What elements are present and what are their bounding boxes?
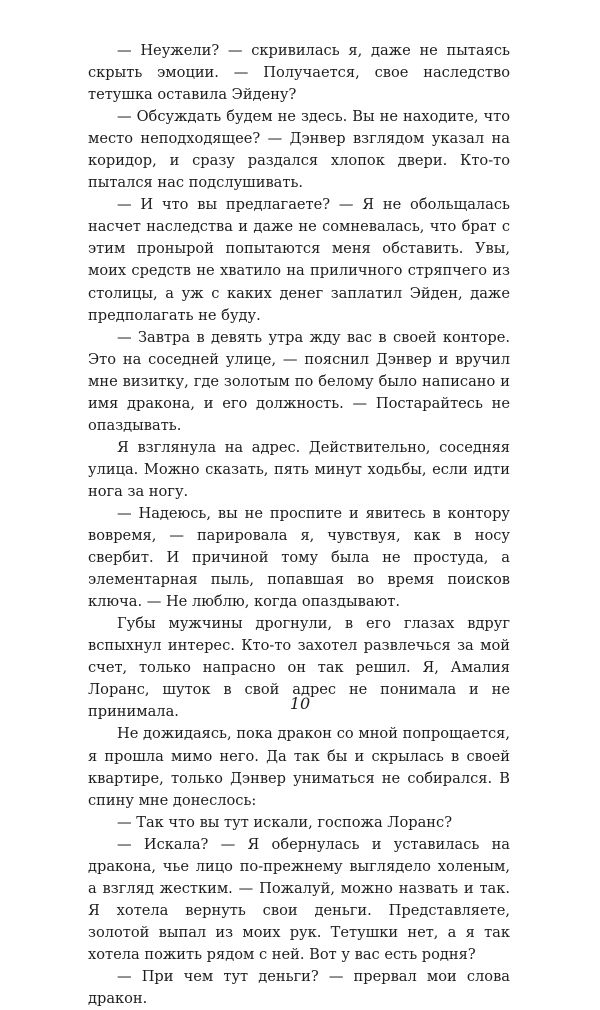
paragraph-2: — Обсуждать будем не здесь. Вы не находите, что место неподходящее? — Дэнвер взглядом указал на коридор, и сразу раздался хлопок двери. Кто-то пытался нас подслушивать. xyxy=(88,108,510,192)
paragraph-4: — Завтра в девять утра жду вас в своей конторе. Это на соседней улице, — пояснил Дэнвер и вручил мне визитку, где золотым по белому было написано и имя дракона, и его должность. — Постарайтесь не опаздывать. xyxy=(88,328,510,434)
paragraph-3: — И что вы предлагаете? — Я не обольщалась насчет наследства и даже не сомневалась, что брат с этим пронырой попытаются меня обставить. Увы, моих средств не хватило на приличного стряпчего из столицы, а уж с каких денег заплатил Эйден, даже предполагать не буду. xyxy=(88,196,510,324)
paragraph-6: — Надеюсь, вы не проспите и явитесь в контору вовремя, — парировала я, чувствуя, как в носу свербит. И причиной тому была не простуда, а элементарная пыль, попавшая во время поисков ключа. — Не люблю, когда опаздывают. xyxy=(88,504,510,611)
paragraph-1: — Неужели? — скривилась я, даже не пытаясь скрыть эмоции. — Получается, свое наследство тетушка оставила Эйдену? xyxy=(88,42,510,104)
paragraph-7: Губы мужчины дрогнули, в его глазах вдруг вспыхнул интерес. Кто-то захотел развлечься за мой счет, только напрасно он так решил. Я, Амалия Лоранс, шуток в свой адрес не понимала и не принимала. xyxy=(88,615,510,721)
paragraph-11: — При чем тут деньги? — прервал мои слова дракон. xyxy=(88,967,510,1008)
paragraph-10: — Искала? — Я обернулась и уставилась на дракона, чье лицо по-прежнему выглядело холеным, а взгляд жестким. — Пожалуй, можно назвать и так. Я хотела вернуть свои деньги. Представляете, золотой выпал из моих рук. Тетушки нет, а я так хотела пожить рядом с ней. Вот у вас есть родня? xyxy=(88,835,510,963)
page-number: 10 xyxy=(289,694,311,713)
body-text xyxy=(88,40,510,1010)
paragraph-9: — Так что вы тут искали, госпожа Лоранс? xyxy=(117,813,453,831)
paragraph-8: Не дожидаясь, пока дракон со мной попрощается, я прошла мимо него. Да так бы и скрылась в своей квартире, только Дэнвер униматься не собирался. В спину мне донеслось: xyxy=(88,725,510,809)
paragraph-5: Я взглянула на адрес. Действительно, соседняя улица. Можно сказать, пять минут ходьбы, если идти нога за ногу. xyxy=(88,438,510,500)
